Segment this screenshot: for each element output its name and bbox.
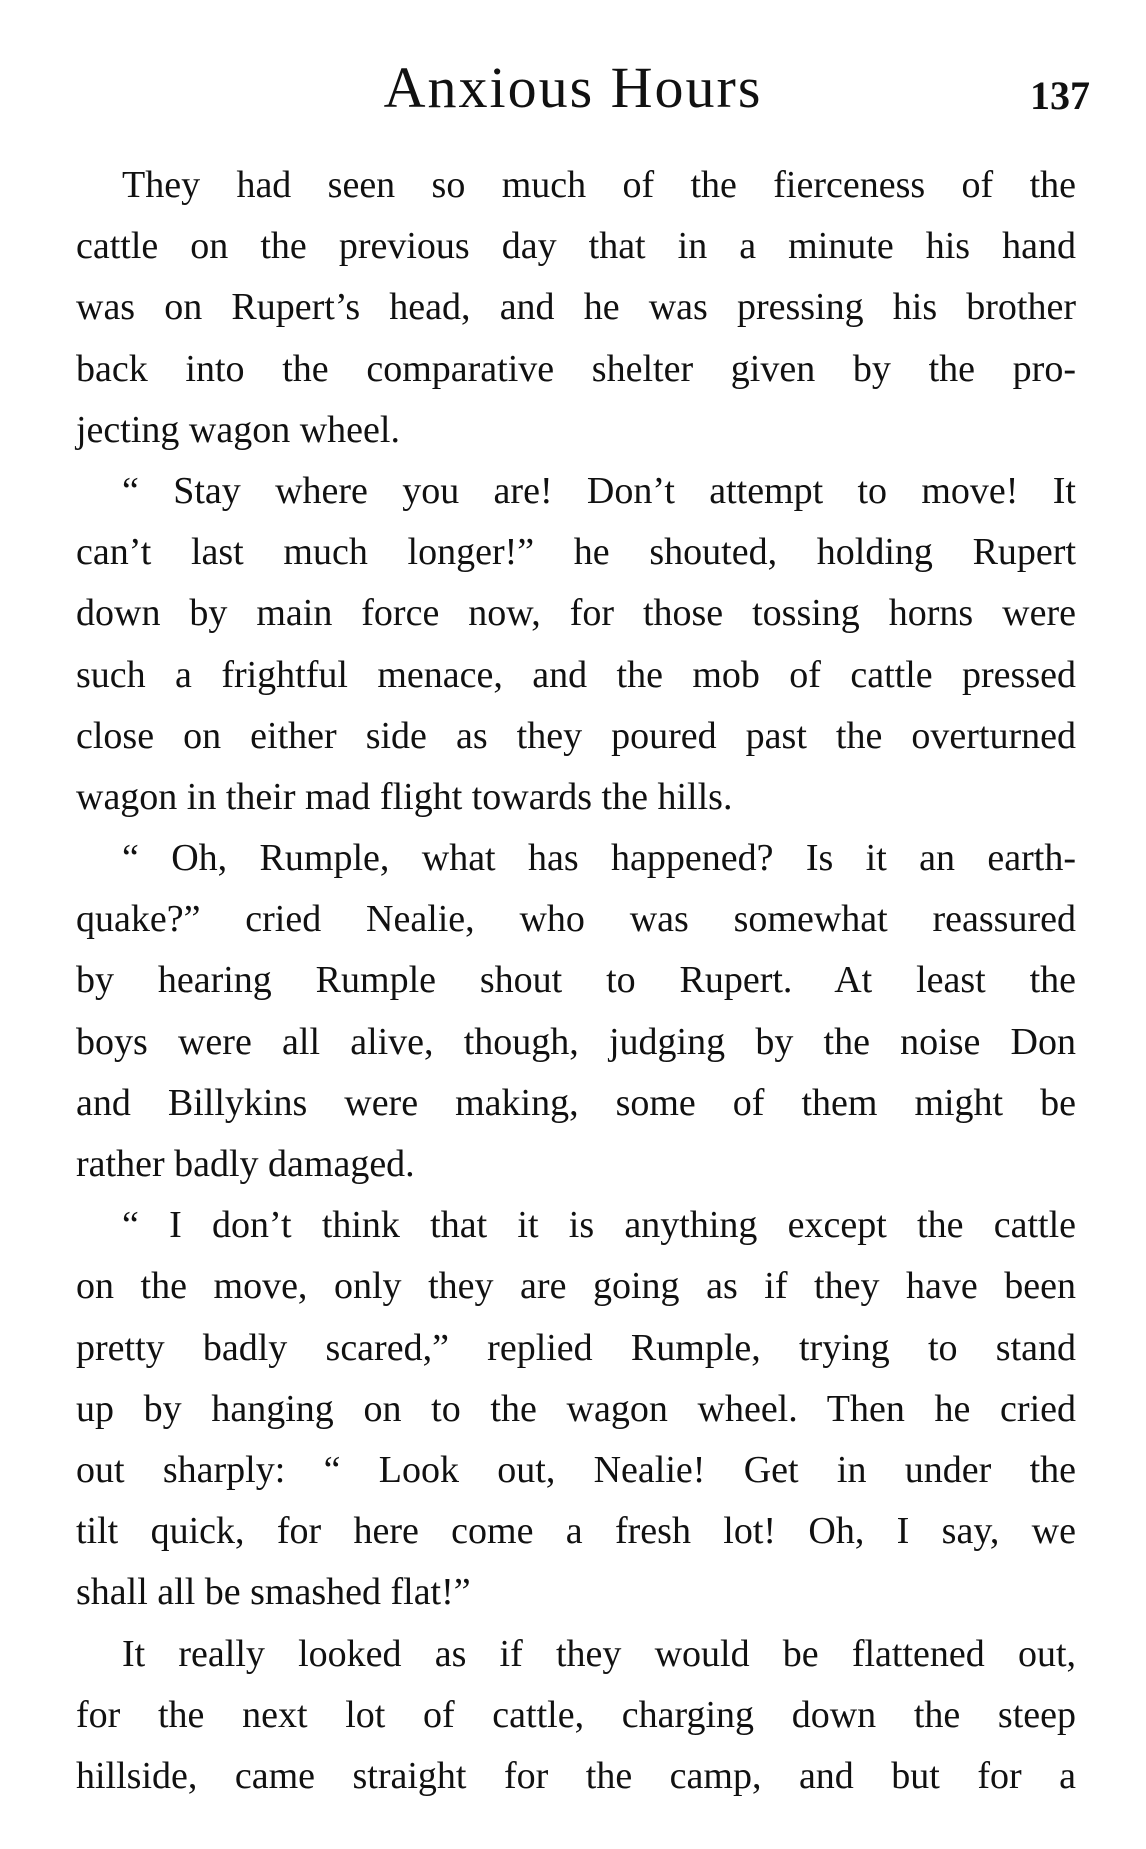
text-line: jecting wagon wheel. (76, 408, 400, 451)
text-line: by hearing Rumple shout to Rupert. At least the (76, 959, 1076, 1002)
text-line: shall all be smashed flat!” (76, 1571, 471, 1614)
text-line: was on Rupert’s head, and he was pressing his brother (76, 286, 1076, 329)
text-line: quake?” cried Nealie, who was somewhat reassured (76, 898, 1076, 941)
text-line: cattle on the previous day that in a minute his hand (76, 225, 1076, 268)
text-line: up by hanging on to the wagon wheel. Then he cried (76, 1387, 1076, 1430)
text-line: can’t last much longer!” he shouted, holding Rupert (76, 531, 1076, 574)
text-line: for the next lot of cattle, charging down the steep (76, 1693, 1076, 1736)
text-line: “ Stay where you are! Don’t attempt to move! It (122, 469, 1076, 512)
page-number: 137 (1030, 73, 1090, 118)
text-line: tilt quick, for here come a fresh lot! Oh, I say, we (76, 1510, 1076, 1553)
text-line: and Billykins were making, some of them might be (76, 1081, 1076, 1124)
text-line: pretty badly scared,” replied Rumple, trying to stand (76, 1326, 1076, 1369)
text-line: out sharply: “ Look out, Nealie! Get in under the (76, 1448, 1076, 1491)
text-line: “ I don’t think that it is anything except the cattle (122, 1204, 1076, 1247)
text-line: rather badly damaged. (76, 1143, 415, 1185)
text-line: back into the comparative shelter given by the pro- (76, 347, 1076, 390)
text-line: boys were all alive, though, judging by the noise Don (76, 1020, 1076, 1063)
text-line: It really looked as if they would be flattened out, (122, 1632, 1076, 1675)
running-title: Anxious Hours (383, 55, 763, 120)
text-line: on the move, only they are going as if they have been (76, 1265, 1076, 1308)
text-line: hillside, came straight for the camp, and but for a (76, 1754, 1076, 1797)
text-line: down by main force now, for those tossing horns were (76, 592, 1076, 635)
body-text (76, 155, 1076, 1807)
text-line: “ Oh, Rumple, what has happened? Is it an earth- (122, 837, 1076, 880)
text-line: close on either side as they poured past the overturned (76, 714, 1076, 757)
text-line: such a frightful menace, and the mob of cattle pressed (76, 653, 1076, 696)
text-line: wagon in their mad flight towards the hills. (76, 775, 733, 818)
text-line: They had seen so much of the fierceness of the (122, 164, 1076, 206)
running-head (0, 48, 1146, 128)
